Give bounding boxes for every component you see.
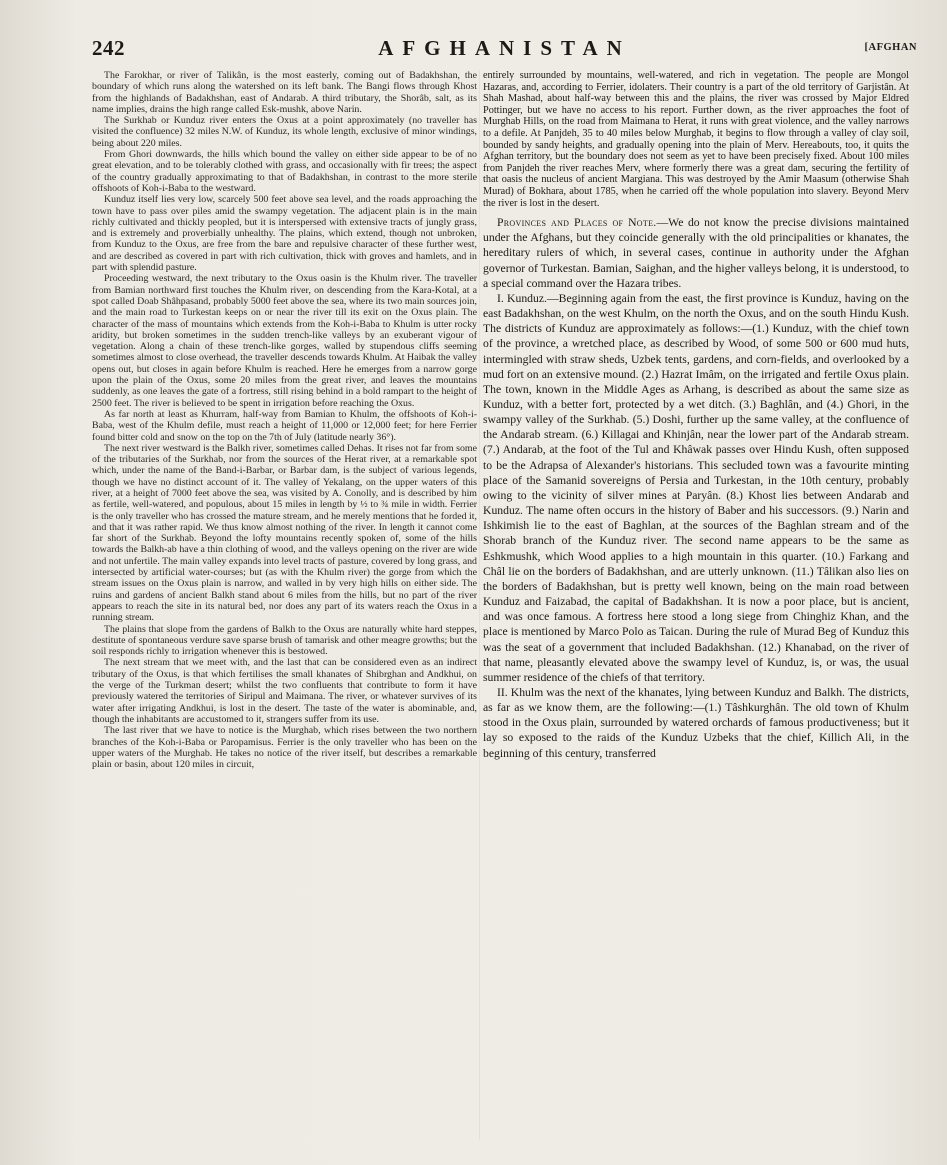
left-paragraph: From Ghori downwards, the hills which bound the valley on either side appear to be of no great elevation, and to be tolerably clothed with grass, and occasionally with fir trees; the aspect of the country gradually approximating to that of Badakhshan, in contrast to the more sterile offshoots of Koh-i-Baba to the westward. — [92, 149, 477, 194]
page-number: 242 — [92, 36, 125, 60]
running-head-right: [AFGHAN — [864, 42, 917, 53]
left-paragraph: Proceeding westward, the next tributary to the Oxus oasin is the Khulm river. The traveller from Bamian northward first touches the Khulm river, on descending from the Kara-Kotal, at a spot called Doab Shâhpasand, probably 5000 feet above the sea, where its two main sources join, and the main road to Turkestan keeps on or near the river till its exit on the Oxus plain. The character of the mass of mountains which extends from the Koh-i-Baba to Khulm is utter rocky aridity, but broken sometimes in the sudden trench-like valleys by an exuberant vigour of vegetation. Along a chain of these trench-like gorges, walled by stupendous cliffs seeming sometimes almost to close overhead, the traveller descends towards Khulm. At Haibak the valley opens out, but closes in again before Khulm is reached. Here he emerges from a narrow gorge upon the plain of the Oxus, some 20 miles from the great river, and leaves the mountains suddenly, as one leaves the gate of a fortress, still rising behind in a bold rampart to the height of 2500 feet. The river is believed to be spent in irrigation before reaching the Oxus. — [92, 273, 477, 409]
right-column — [483, 70, 909, 1143]
left-paragraph: The next stream that we meet with, and the last that can be considered even as an indirect tributary of the Oxus, is that which fertilises the small khanates of Shibrghan and Andkhui, on the verge of the Turkman desert; whilst the two confluents that contribute to form it have previously watered the territories of Siripul and Maimana. The river, or whatever survives of its water after irrigating Andkhui, is lost in the desert. The taste of the water is abominable, and, though the inhabitants are accustomed to it, strangers suffer from its use. — [92, 657, 477, 725]
left-paragraph: The last river that we have to notice is the Murghab, which rises between the two northern branches of the Koh-i-Baba or Paropamisus. Ferrier is the only traveller who has been on the upper waters of the Murghab. He takes no notice of the river itself, but describes a remarkable plain or basin, about 120 miles in circuit, — [92, 725, 477, 771]
section-paragraph-first — [483, 215, 909, 291]
running-title: AFGHANISTAN — [378, 36, 631, 60]
section-intro-text: —We do not know the precise divisions maintained under the Afghans, but they coincide generally with the old principalities or khanates, the hereditary rulers of which, in several cases, continue in authority under the Afghan governor of Turkestan. Bamian, Saighan, and the higher valleys belong, it is understood, to a special command over the Hazara tribes. — [483, 216, 909, 290]
left-paragraph: As far north at least as Khurram, half-way from Bamian to Khulm, the offshoots of Koh-i-Baba, west of the Khulm defile, must reach a height of 11,000 or 12,000 feet; for here Ferrier found bitter cold and snow on the top on the 7th of July (latitude nearly 36°). — [92, 408, 477, 443]
left-paragraph: The Surkhab or Kunduz river enters the Oxus at a point approximately (no traveller has visited the confluence) 32 miles N.W. of Kunduz, its whole length, exclusive of minor windings, being about 220 miles. — [92, 115, 477, 149]
section-paragraph: I. Kunduz.—Beginning again from the east, the first province is Kunduz, having on the east Badakhshan, on the west Khulm, on the north the Oxus, and on the south Hindu Kush. The districts of Kunduz are approximately as follows:—(1.) Kunduz, with the chief town of the province, a wretched place, as described by Wood, of some 500 or 600 mud huts, intermingled with straw sheds, Uzbek tents, gardens, and corn-fields, and overlooked by a mud fort on an extensive mound. (2.) Hazrat Imâm, on the irrigated and fertile Oxus plain. The town, known in the Middle Ages as Arhang, is described as about the same size as Kunduz, with a better fort, protected by a wet ditch. (3.) Baghlân, and (4.) Ghori, in the swampy valley of the Surkhab. (5.) Doshi, further up the same valley, at the confluence of the Andarab stream. (6.) Killagai and Khinjân, near the lower part of the Andarab stream. (7.) Andarab, at the foot of the Tul and Khâwak passes over Hindu Kush, often supposed to be the Adrapsa of Alexander's historians. This secluded town was a favourite minting place of the Samanid sovereigns of Persia and Turkestan, in the 10th century, probably owing to the vicinity of silver mines at Paryân. (8.) Khost lies between Andarab and Kunduz. The name often occurs in the history of Baber and his successors. (9.) Narin and Ishkimish lie to the east of Baghlan, at the sources of the Baghlan stream and of the Shorab branch of the Kunduz river. The second name appears to be the same as Eshkmushk, which Wood applies to a high mountain in this quarter. (10.) Farkang and Châl lie on the borders of Badakhshan, and are utterly unknown. (11.) Tâlikan also lies on the borders of Badakhshan, but is pretty well known, being on the main road between Kunduz and Faizabad, the capital of Badakhshan. It is now a poor place, but is ancient, and was once famous. A fortress here stood a long siege from Chinghiz Khan, and the place is mentioned by Marco Polo as Taican. During the rule of Murad Beg of Kunduz this was the seat of a government that included Badakhshan. (12.) Khanabad, on the river of that name, pleasantly elevated above the swampy level of Kunduz, is, or was, the usual summer residence of the chiefs of that territory. — [483, 291, 909, 684]
left-paragraph: The plains that slope from the gardens of Balkh to the Oxus are naturally white hard steppes, destitute of spontaneous verdure save sparse brush of tamarisk and other meagre growths; but the soil responds richly to irrigation whenever this is bestowed. — [92, 623, 477, 658]
left-paragraph: The next river westward is the Balkh river, sometimes called Dehas. It rises not far from some of the tributaries of the Surkhab, nor from the sources of the Herat river, at a remarkable spot which, under the name of the Band-i-Barbar, or Barbar dam, is the subject of various legends, though we have no distinct account of it. The valley of Yekalang, on the upper waters of this river, at a height of 7000 feet above the sea, was visited by A. Conolly, and is described by him as fertile, well-watered, and populous, about 15 miles in length by ½ to ¾ mile in width. Ferrier is the only traveller who has crossed the mature stream, and he merely mentions that he forded it, and that it was rather rapid. We thus know almost nothing of the river. In length it cannot come far short of the Surkhab. Beyond the lofty mountains recently spoken of, some of the hills towards the Balkh-ab have a thin clothing of wood, and the valleys opening on the river are wide and not unfertile. The main valley expands into level tracts of pasture, covered by long grass, and intersected by artificial water-courses; but (as with the Khulm river) the gorge from which the stream issues on the Oxus plain is narrow, and walled in by very high hills on either side. The ruins and gardens of ancient Balkh stand about 6 miles from the hills, but no part of the river appears to reach the site in its natural bed, nor does any part of its waters reach the Oxus in a running stream. — [92, 442, 477, 624]
left-column — [92, 70, 477, 1143]
right-paragraph: entirely surrounded by mountains, well-watered, and rich in vegetation. The people are Mongol Hazaras, and, according to Ferrier, idolaters. Their country is a part of the old territory of Garjistân. At Shah Mashad, about half-way between this and the plains, the river was crossed by Major Eldred Pottinger, but we have no access to his report. Further down, as the river approaches the foot of Murghab Hills, on the road from Maimana to Herat, it runs with great violence, and the valley narrows to a defile. At Panjdeh, 35 to 40 miles below Murghab, it begins to flow through a valley of clay soil, bounded by sandy heights, and gradually opening into the plain of Merv. Hereabouts, too, it quits the Afghan territory, but the boundary does not seem as yet to have been precisely fixed. About 100 miles from Panjdeh the river reaches Merv, where formerly there was a great dam, securing the fertility of that oasis the nucleus of ancient Margiana. This was destroyed by the Amir Maasum (otherwise Shah Murad) of Bokhara, about 1785, when he carried off the whole population into slavery. Beyond Merv the river is lost in the desert. — [483, 70, 909, 209]
left-paragraph: The Farokhar, or river of Talikân, is the most easterly, coming out of Badakhshan, the boundary of which runs along the watershed on its left bank. The Bangi flows through Khost from the highlands of Badakhshan, east of Andarab. A third tributary, the Shorâb, salt, as its name implies, drains the high range called Esk-mushk, above Narin. — [92, 70, 477, 115]
section-paragraph: II. Khulm was the next of the khanates, lying between Kunduz and Balkh. The districts, as far as we know them, are the following:—(1.) Tâshkurghân. The old town of Khulm stood in the Oxus plain, surrounded by watered orchards of famous productiveness; but it lay so exposed to the raids of the Kunduz Uzbeks that the chief, Killich Ali, in the beginning of this century, transferred — [483, 685, 909, 760]
provinces-section — [483, 215, 909, 761]
column-gutter — [479, 70, 480, 1140]
left-paragraph: Kunduz itself lies very low, scarcely 500 feet above sea level, and the roads approaching the town have to pass over piles amid the swampy vegetation. The adjacent plain is in the main richly cultivated and thickly peopled, but it is interspersed with extensive tracts of jungly grass, and is extremely and proverbially unhealthy. The plains, which extend, though not unbroken, from Kunduz to the Oxus, are free from the bare and repulsive character of these further west, and are described as covered in part with rich cultivation, thick with groves and hamlets, and in part with splendid pasture. — [92, 194, 477, 274]
page-header — [92, 34, 917, 64]
section-heading: Provinces and Places of Note. — [497, 216, 657, 230]
